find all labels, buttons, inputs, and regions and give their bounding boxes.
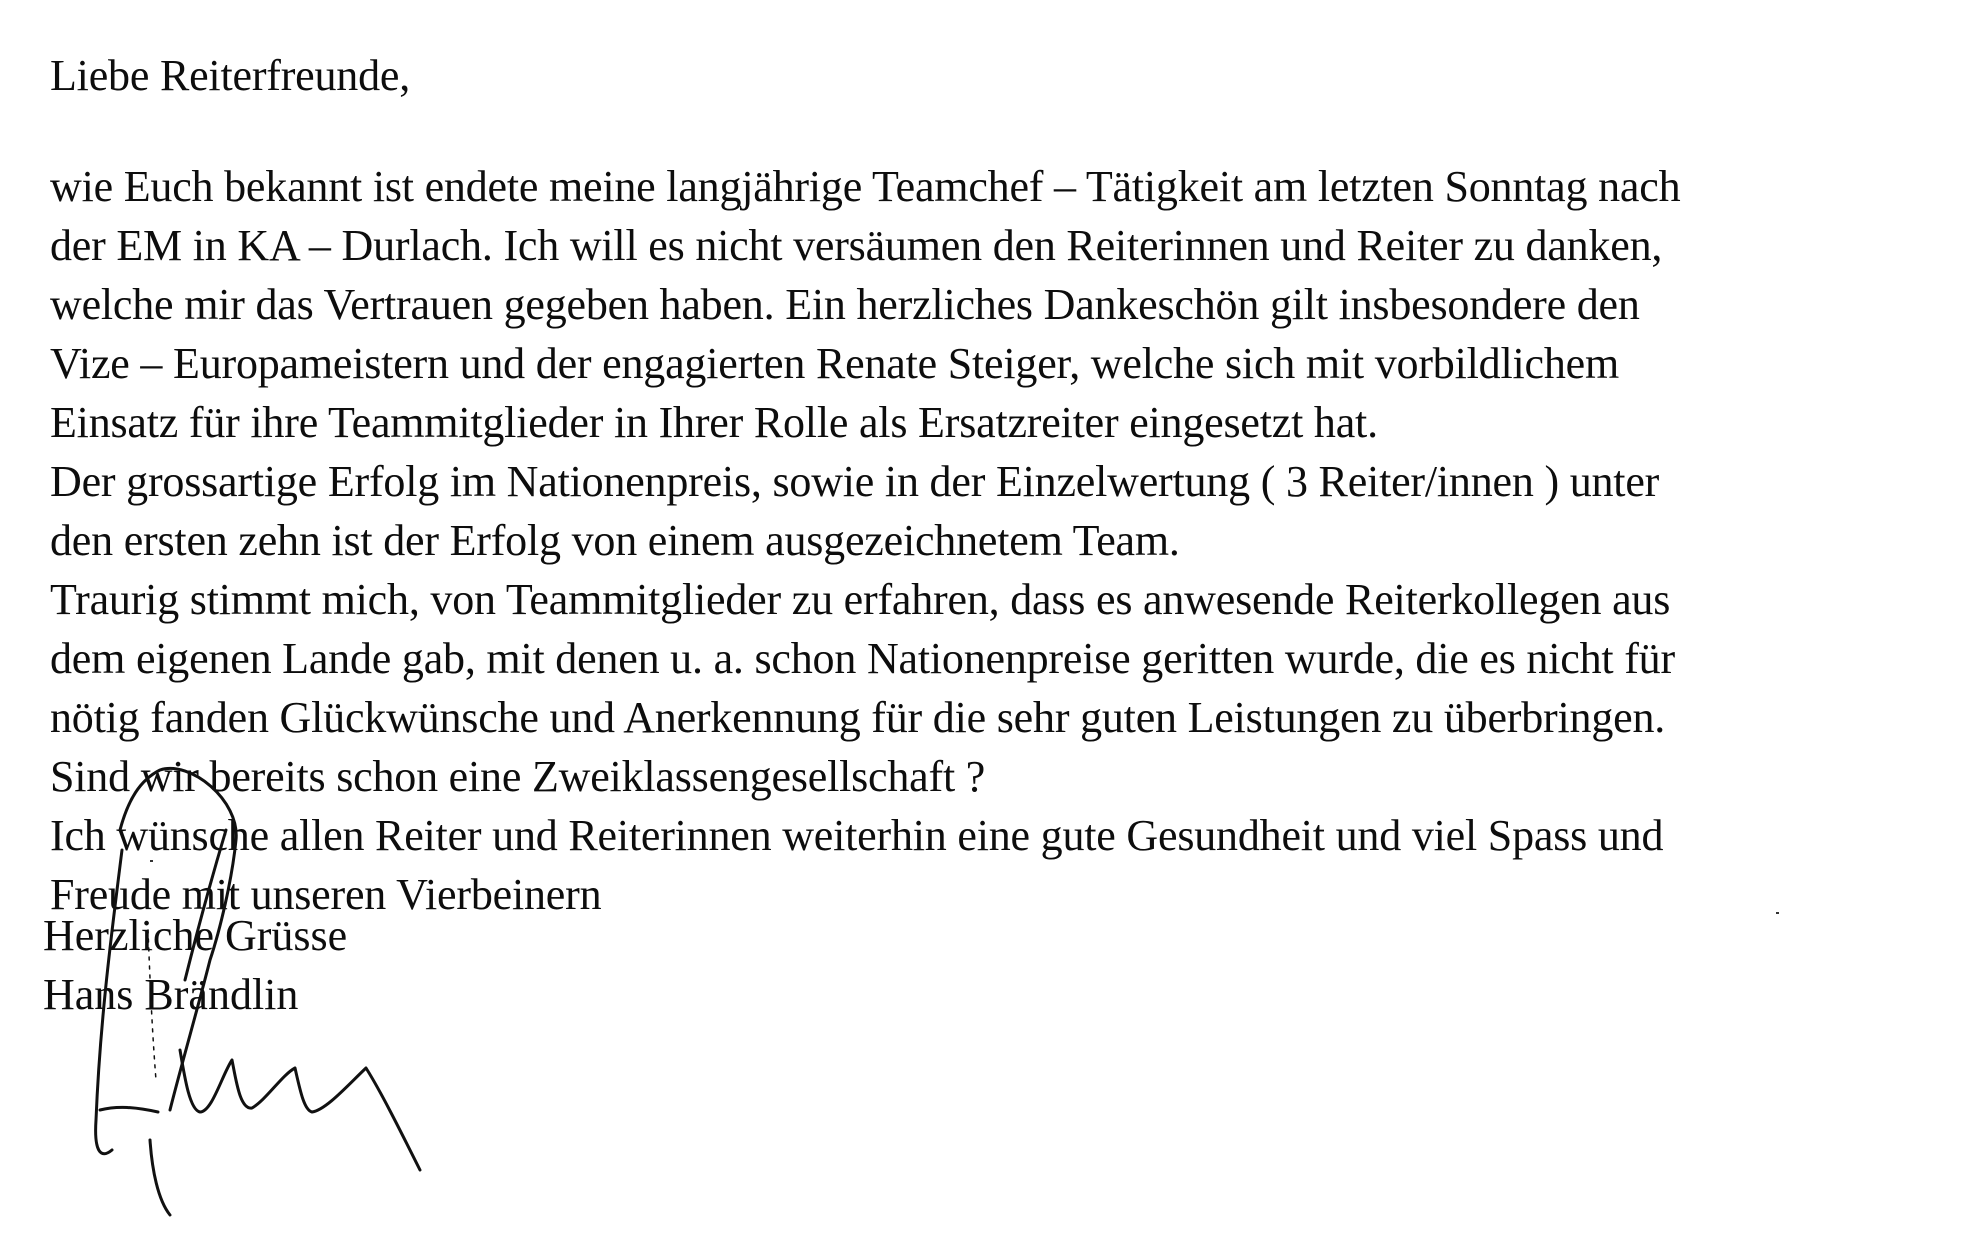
body-line: Der grossartige Erfolg im Nationenpreis, sowie in der Einzelwertung ( 3 Reiter/innen ) unter: [50, 457, 1660, 506]
body-line: Vize – Europameistern und der engagierten Renate Steiger, welche sich mit vorbildlichem: [50, 339, 1619, 388]
letter-body: [50, 46, 1950, 924]
body-line: Traurig stimmt mich, von Teammitglieder zu erfahren, dass es anwesende Reiterkollegen aus: [50, 575, 1671, 624]
greeting: Liebe Reiterfreunde,: [50, 51, 411, 100]
signature-stroke: [150, 1140, 170, 1215]
body-line: Freude mit unseren Vierbeinern: [50, 870, 602, 919]
body-line: nötig fanden Glückwünsche und Anerkennung für die sehr guten Leistungen zu überbringen.: [50, 693, 1666, 742]
body-line: wie Euch bekannt ist endete meine langjährige Teamchef – Tätigkeit am letzten Sonntag nach: [50, 162, 1681, 211]
body-line: dem eigenen Lande gab, mit denen u. a. schon Nationenpreise geritten wurde, die es nicht für: [50, 634, 1675, 683]
body-line: Ich wünsche allen Reiter und Reiterinnen weiterhin eine gute Gesundheit und viel Spass und: [50, 811, 1664, 860]
signature-stroke: [100, 1107, 158, 1112]
scan-speck: [150, 860, 153, 862]
closing-salutation: Herzliche Grüsse: [43, 911, 348, 960]
body-line: Einsatz für ihre Teammitglieder in Ihrer Rolle als Ersatzreiter eingesetzt hat.: [50, 398, 1378, 447]
paragraph-gap: [50, 105, 1950, 157]
body-line: Sind wir bereits schon eine Zweiklassengesellschaft ?: [50, 752, 986, 801]
signer-name: Hans Brändlin: [43, 970, 299, 1019]
scan-speck: [1776, 912, 1779, 914]
body-line: der EM in KA – Durlach. Ich will es nicht versäumen den Reiterinnen und Reiter zu danken,: [50, 221, 1663, 270]
body-line: den ersten zehn ist der Erfolg von einem ausgezeichnetem Team.: [50, 516, 1180, 565]
body-line: welche mir das Vertrauen gegeben haben. Ein herzliches Dankeschön gilt insbesondere den: [50, 280, 1640, 329]
signature-stroke: [180, 1050, 420, 1170]
closing-block: [43, 906, 347, 1024]
